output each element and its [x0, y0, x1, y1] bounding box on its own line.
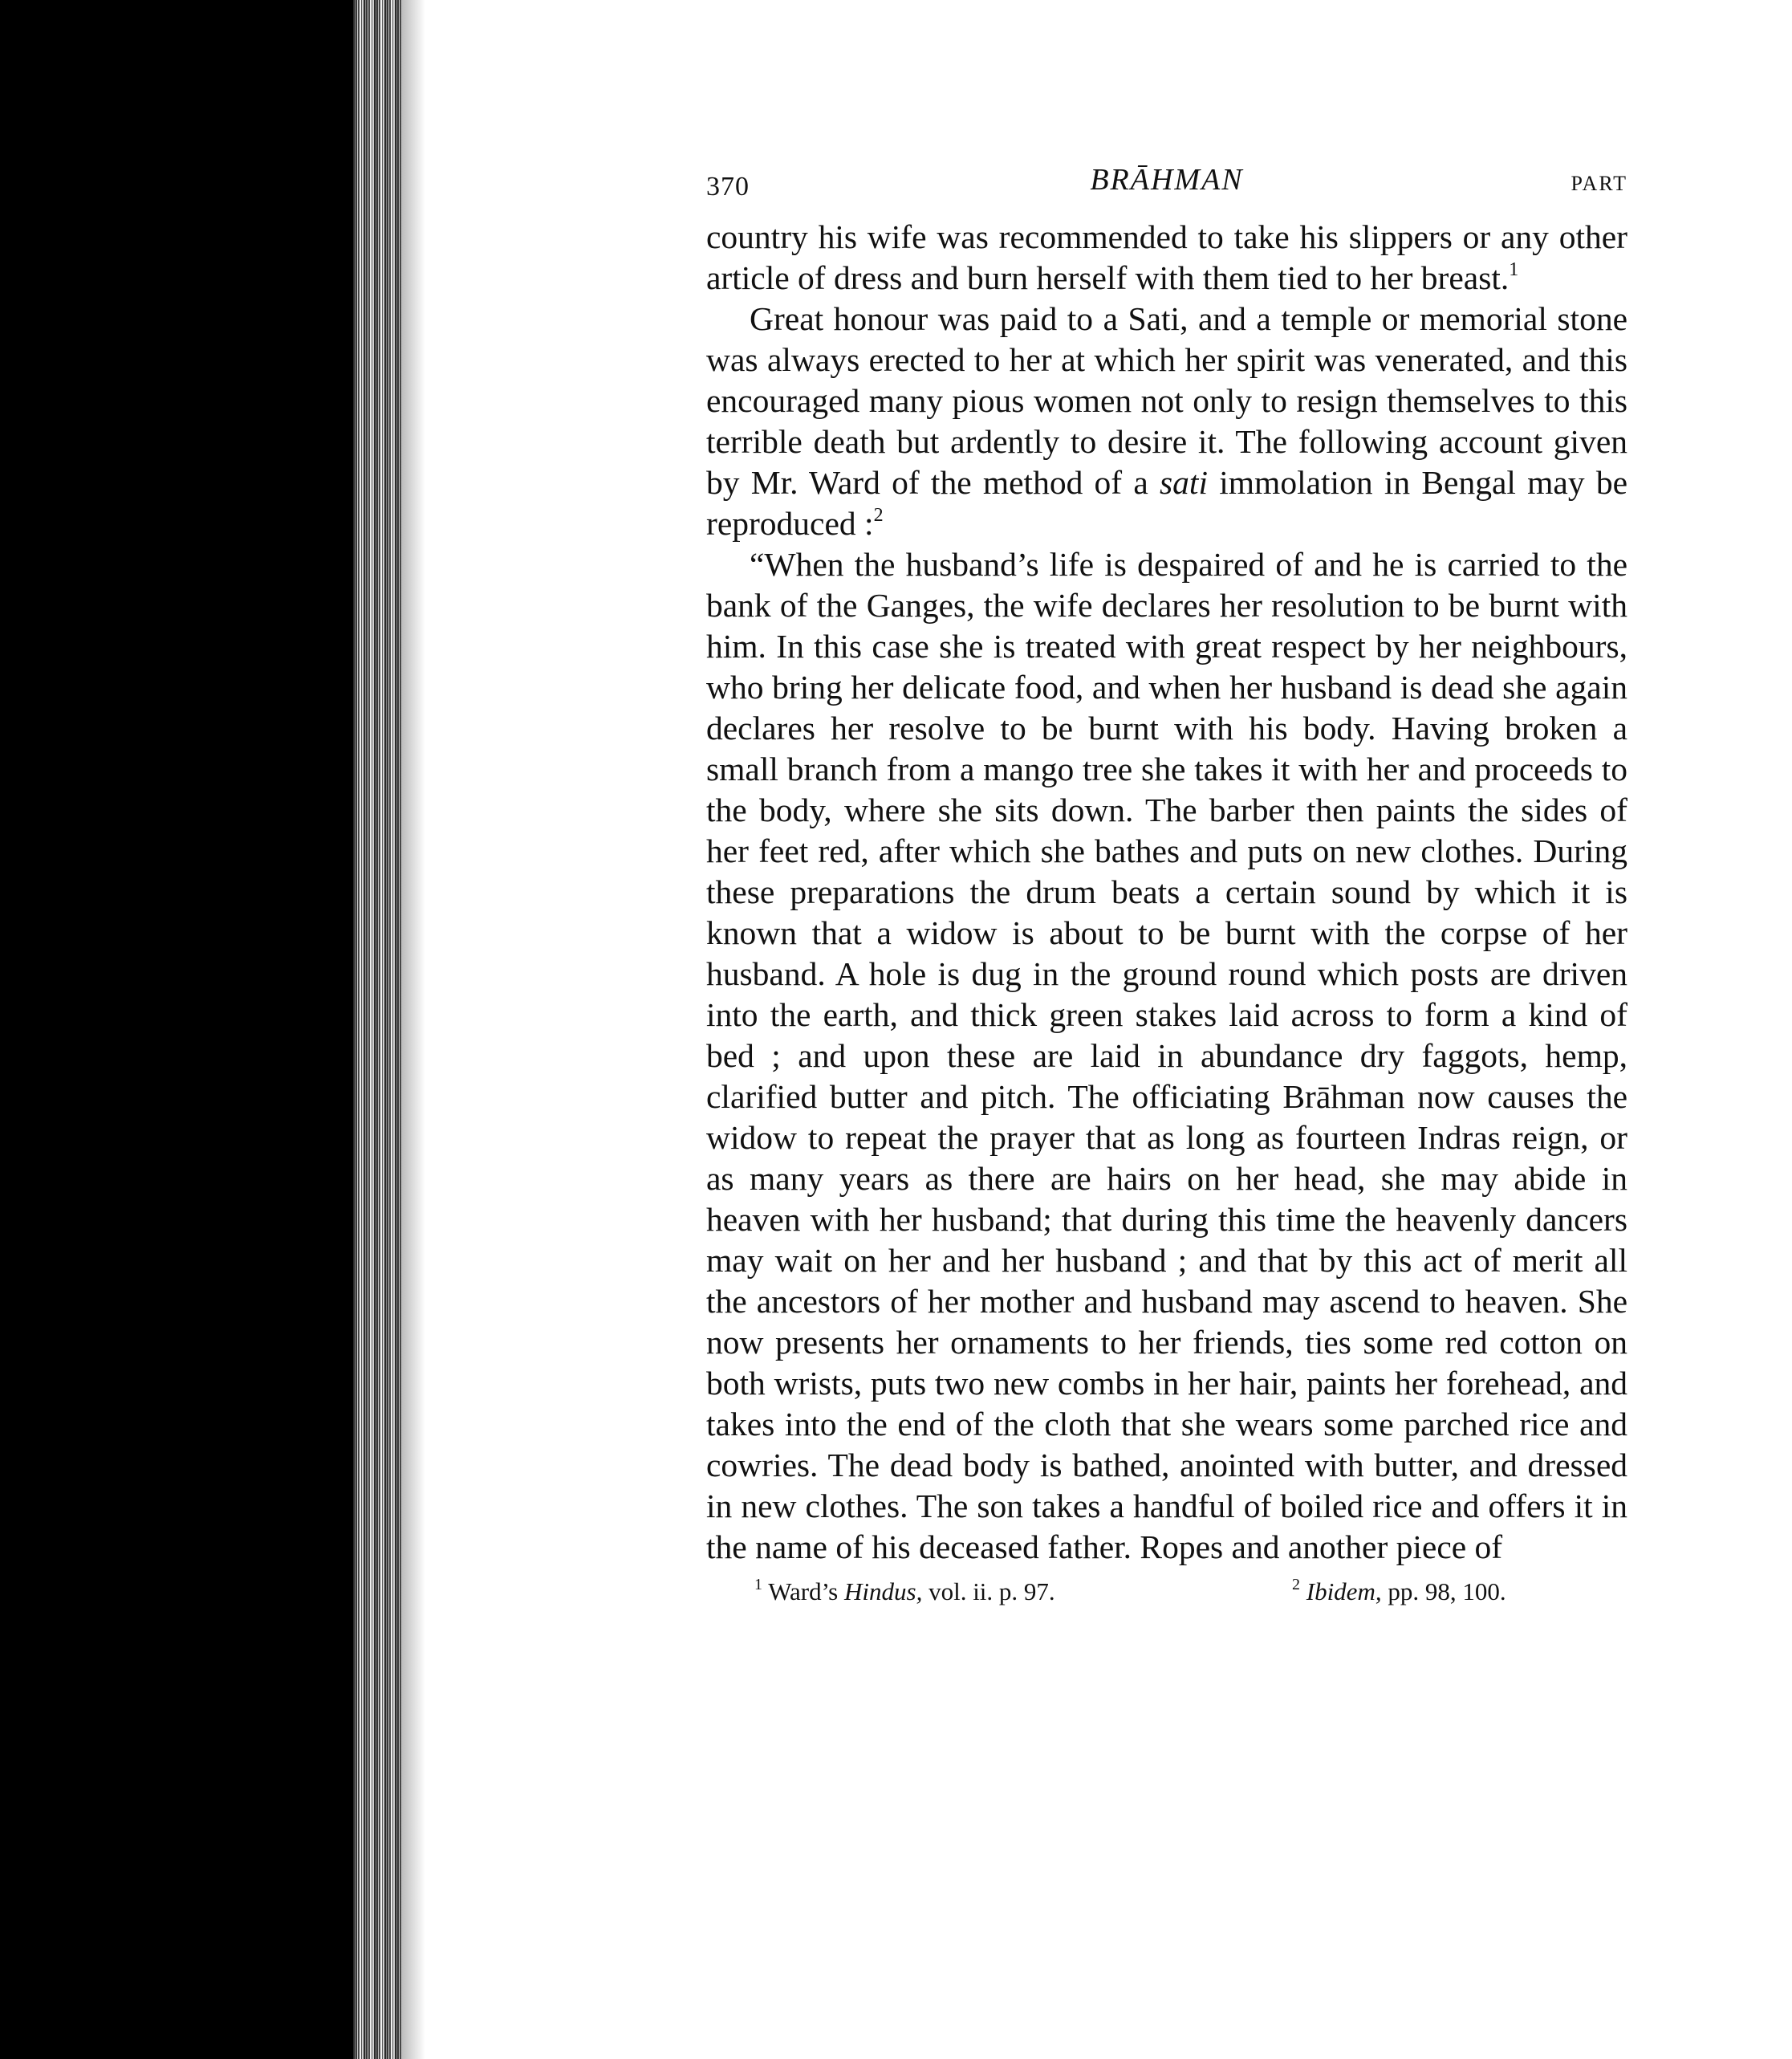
footnote-1-before: Ward’s — [768, 1577, 844, 1605]
footnote-2 — [1292, 1577, 1506, 1606]
paragraph-3 — [706, 544, 1627, 1568]
paragraph-3-text: “When the husband’s life is despaired of and he is carried to the bank of the Ganges, the wife declares her resolution to be burnt with him. In this case she is treated with great respect by her neighbours, who bring her delicate food, and when her husband is dead she again declares her resolve to be burnt with his body. Having broken a small branch from a mango tree she takes it with her and proceeds to the body, where she sits down. The barber then paints the sides of her feet red, after which she bathes and puts on new clothes. During these preparations the drum beats a certain sound by which it is known that a widow is about to be burnt with the corpse of her husband. A hole is dug in the ground round which posts are driven into the earth, and thick green stakes laid across to form a kind of bed ; and upon these are laid in abundance dry faggots, hemp, clarified butter and pitch. The officiating Brāhman now causes the widow to repeat the prayer that as long as fourteen Indras reign, or as many years as there are hairs on her head, she may abide in heaven with her husband; that during this time the heavenly dancers may wait on her and her husband ; and that by this act of merit all the ancestors of her mother and husband may ascend to heaven. She now presents her ornaments to her friends, ties some red cotton on both wrists, puts two new combs in her hair, paints her forehead, and takes into the end of the cloth that she wears some parched rice and cowries. The dead body is bathed, anointed with butter, and dressed in new clothes. The son takes a handful of boiled rice and offers it in the name of his deceased father. Ropes and another piece of — [706, 546, 1627, 1565]
footnote-1-after: vol. ii. p. 97. — [922, 1577, 1055, 1605]
sati-italic: sati — [1160, 464, 1208, 501]
paragraph-2-tail: immolation in Bengal may be reproduced : — [706, 464, 1627, 542]
paragraph-2-text: Great honour was paid to a Sati, and a temple or memorial stone was always erected to her at which her spirit was venerated, and this encouraged many pious women not only to resign themselves to this terrible death but ardently to desire it. The following account given by Mr. Ward of the method of a — [706, 300, 1627, 501]
paragraph-1-text: country his wife was recommended to take his slippers or any other article of dress and burn herself with them tied to her breast. — [706, 218, 1627, 296]
footnote-2-after: pp. 98, 100. — [1381, 1577, 1506, 1605]
footnote-1-title: Hindus, — [844, 1577, 923, 1605]
book-gutter — [0, 0, 353, 2059]
page-number: 370 — [706, 172, 750, 201]
running-title: BRĀHMAN — [1090, 163, 1244, 197]
note-ref-2: 2 — [873, 505, 884, 527]
running-head — [706, 161, 1627, 217]
paragraph-1 — [706, 217, 1627, 299]
footnote-2-marker: 2 — [1292, 1575, 1300, 1593]
footnote-1-marker: 1 — [754, 1575, 762, 1593]
page-edge — [353, 0, 401, 2059]
paragraph-2 — [706, 299, 1627, 544]
book-page — [706, 161, 1627, 1619]
footnote-1 — [754, 1577, 1055, 1606]
note-ref-1: 1 — [1509, 259, 1519, 281]
section-label: PART — [1571, 172, 1627, 195]
footnote-2-title: Ibidem, — [1306, 1577, 1382, 1605]
footnotes — [706, 1577, 1627, 1619]
body-text — [706, 217, 1627, 1568]
gutter-shadow — [401, 0, 425, 2059]
